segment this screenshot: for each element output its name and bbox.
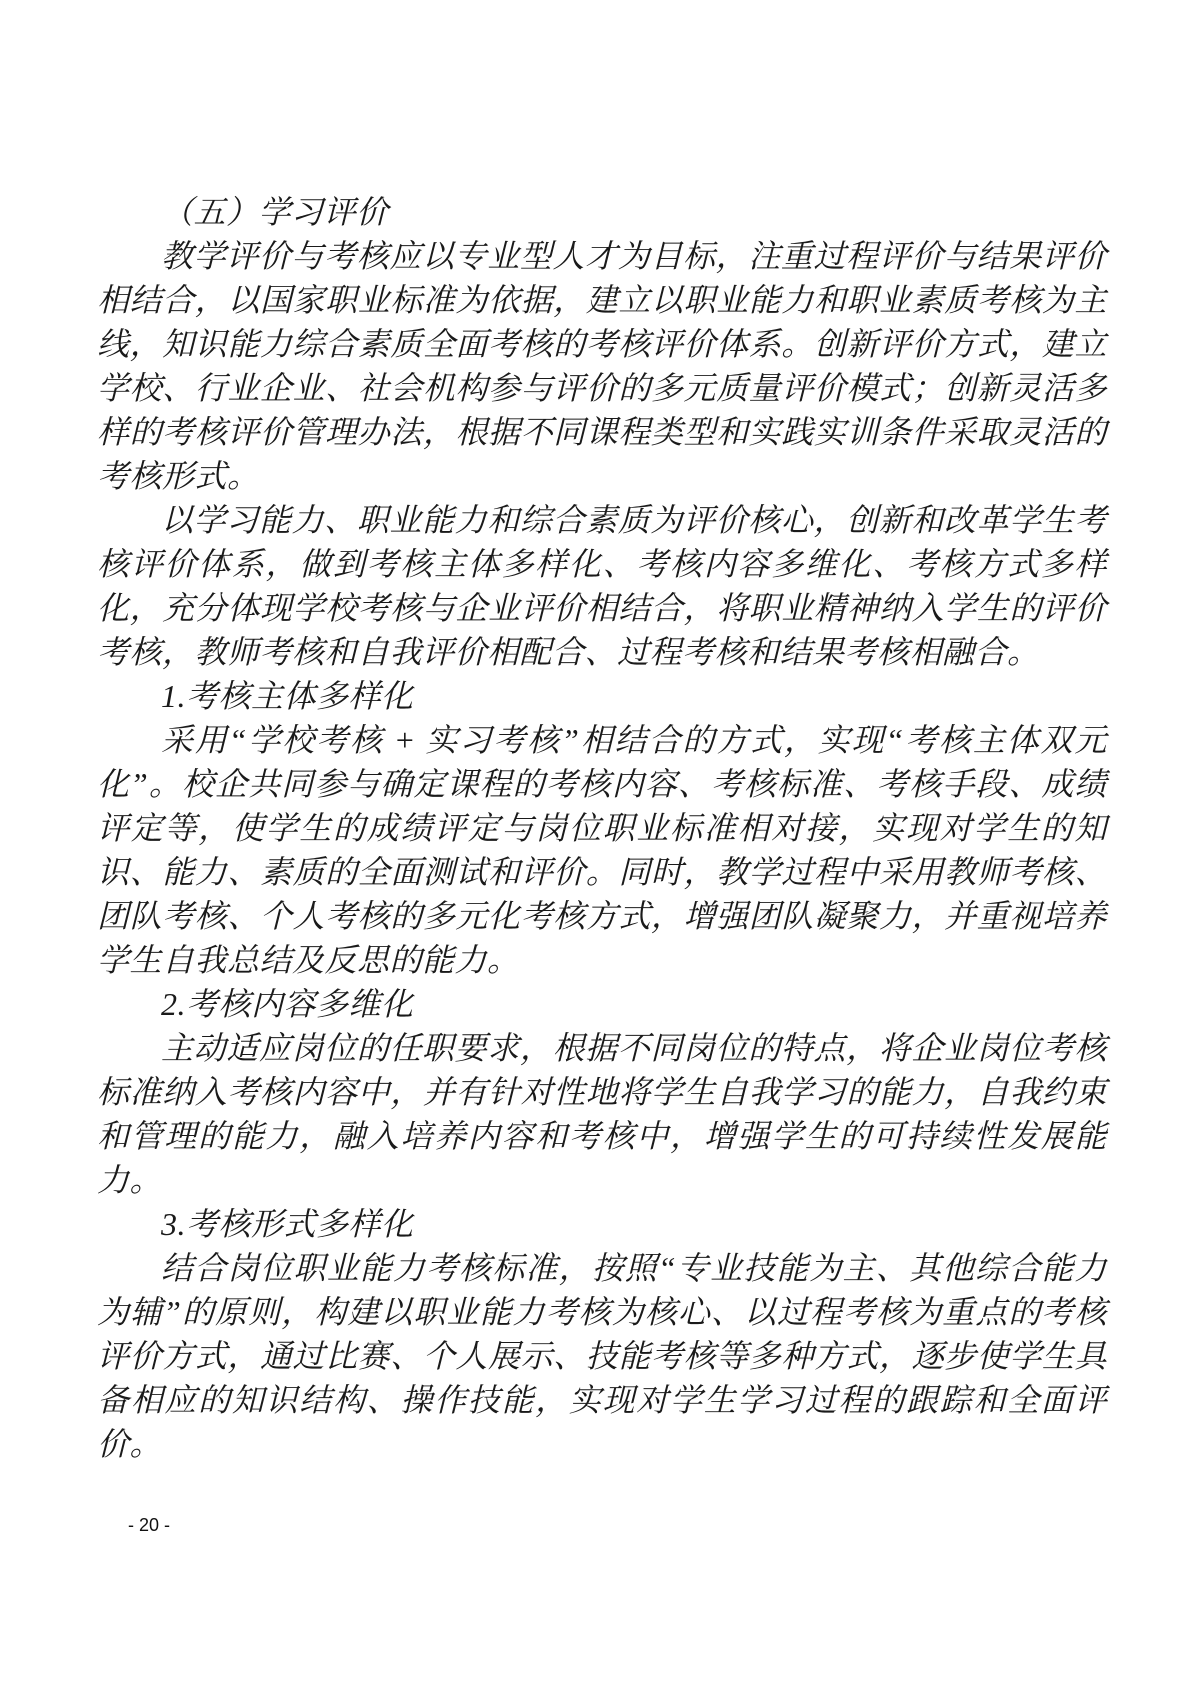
subsection-heading-3: 3.考核形式多样化	[161, 1206, 414, 1242]
document-body	[97, 190, 1107, 1466]
paragraph: 以学习能力、职业能力和综合素质为评价核心，创新和改革学生考核评价体系，做到考核主体多样化、考核内容多维化、考核方式多样化，充分体现学校考核与企业评价相结合，将职业精神纳入学生的评价考核，教师考核和自我评价相配合、过程考核和结果考核相融合。	[97, 502, 1107, 670]
subsection-heading-2: 2.考核内容多维化	[161, 986, 414, 1022]
paragraph: 教学评价与考核应以专业型人才为目标，注重过程评价与结果评价相结合，以国家职业标准为依据，建立以职业能力和职业素质考核为主线，知识能力综合素质全面考核的考核评价体系。创新评价方式，建立学校、行业企业、社会机构参与评价的多元质量评价模式；创新灵活多样的考核评价管理办法，根据不同课程类型和实践实训条件采取灵活的考核形式。	[97, 238, 1107, 494]
page-number: - 20 -	[128, 1515, 171, 1535]
subsection-paragraph: 采用“学校考核 + 实习考核”相结合的方式，实现“考核主体双元化”。校企共同参与确定课程的考核内容、考核标准、考核手段、成绩评定等，使学生的成绩评定与岗位职业标准相对接，实现对学生的知识、能力、素质的全面测试和评价。同时，教学过程中采用教师考核、团队考核、个人考核的多元化考核方式，增强团队凝聚力，并重视培养学生自我总结及反思的能力。	[97, 722, 1107, 978]
subsection-heading-1: 1.考核主体多样化	[161, 678, 414, 714]
section-title: （五）学习评价	[161, 194, 389, 230]
subsection-paragraph: 主动适应岗位的任职要求，根据不同岗位的特点，将企业岗位考核标准纳入考核内容中，并有针对性地将学生自我学习的能力，自我约束和管理的能力，融入培养内容和考核中，增强学生的可持续性发展能力。	[97, 1030, 1107, 1198]
subsection-paragraph: 结合岗位职业能力考核标准，按照“专业技能为主、其他综合能力为辅”的原则，构建以职业能力考核为核心、以过程考核为重点的考核评价方式，通过比赛、个人展示、技能考核等多种方式，逐步使学生具备相应的知识结构、操作技能，实现对学生学习过程的跟踪和全面评价。	[97, 1250, 1107, 1462]
